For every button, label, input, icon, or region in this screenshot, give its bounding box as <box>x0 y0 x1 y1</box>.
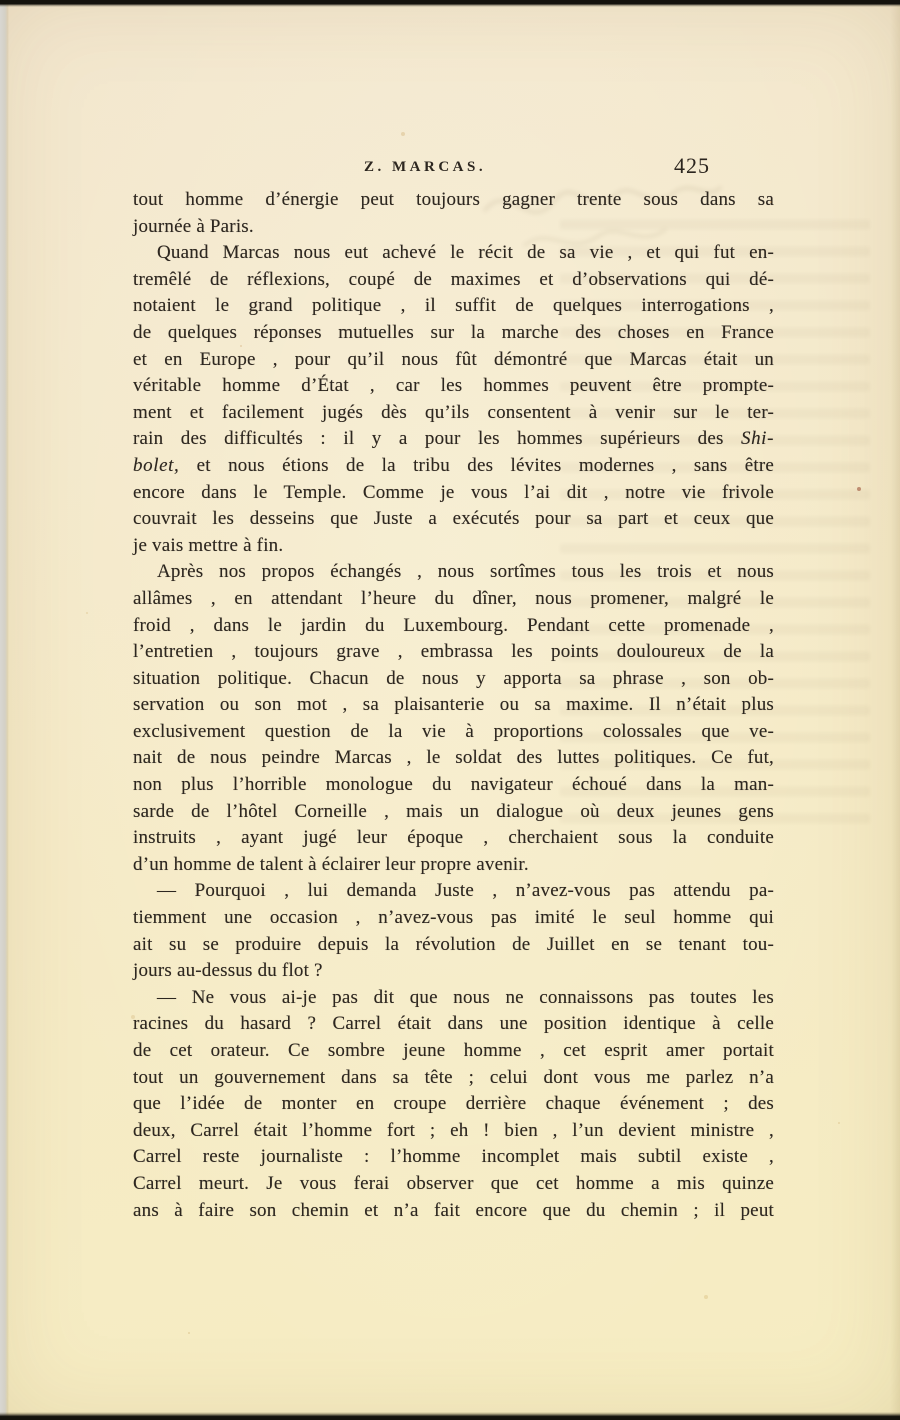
text-line: tremêlé de réflexions, coupé de maximes et d’observations qui dé- <box>133 268 774 290</box>
paragraph <box>133 985 774 1224</box>
text-line: nait de nous peindre Marcas , le soldat des luttes politiques. Ce fut, <box>133 747 774 769</box>
text-line: et en Europe , pour qu’il nous fût démontré que Marcas était un <box>133 348 774 370</box>
text-line: situation politique. Chacun de nous y apporta sa phrase , son ob- <box>133 667 774 689</box>
text-line: bolet, et nous étions de la tribu des lévites modernes , sans être <box>133 454 774 476</box>
text-line: deux, Carrel était l’homme fort ; eh ! bien , l’un devient ministre , <box>133 1119 774 1141</box>
text-line: journée à Paris. <box>133 215 254 237</box>
page-number: 425 <box>674 153 710 178</box>
text-line: servation ou son mot , sa plaisanterie ou sa maxime. Il n’était plus <box>133 694 774 716</box>
text-line: tout homme d’énergie peut toujours gagner trente sous dans sa <box>133 189 774 210</box>
text-line: de cet orateur. Ce sombre jeune homme , cet esprit amer portait <box>133 1040 774 1061</box>
text-block <box>133 187 774 1224</box>
text-line: froid , dans le jardin du Luxembourg. Pendant cette promenade , <box>133 614 774 636</box>
text-line: jours au-dessus du flot ? <box>133 960 323 982</box>
text-line: Carrel meurt. Je vous ferai observer que cet homme a mis quinze <box>133 1172 774 1194</box>
text-line: d’un homme de talent à éclairer leur propre avenir. <box>133 853 529 875</box>
text-line: non plus l’horrible monologue du navigateur échoué dans la man- <box>133 774 774 796</box>
text-line: tiemment une occasion , n’avez-vous pas imité le seul homme qui <box>133 907 774 929</box>
scan-edge-bottom <box>0 1412 900 1420</box>
text-line: Carrel reste journaliste : l’homme incomplet mais subtil existe , <box>133 1146 774 1168</box>
paragraph <box>133 240 774 559</box>
text-line: ment et facilement jugés dès qu’ils consentent à venir sur le ter- <box>133 401 774 423</box>
text-line: tout un gouvernement dans sa tête ; celui dont vous me parlez n’a <box>133 1066 774 1088</box>
paragraph <box>133 559 774 878</box>
text-line: Après nos propos échangés , nous sortîmes tous les trois et nous <box>157 561 774 583</box>
text-line: allâmes , en attendant l’heure du dîner, nous promener, malgré le <box>133 587 774 609</box>
text-line: ans à faire son chemin et n’a fait encore que du chemin ; il peut <box>133 1199 774 1221</box>
scan-edge-left <box>0 0 9 1420</box>
text-line: rain des difficultés : il y a pour les hommes supérieurs des Shi- <box>133 428 774 450</box>
text-line: notaient le grand politique , il suffit de quelques interrogations , <box>133 295 774 317</box>
text-line: que l’idée de monter en croupe derrière chaque événement ; des <box>133 1093 774 1115</box>
text-line: l’entretien , toujours grave , embrassa les points douloureux de la <box>133 641 774 663</box>
running-head-title: Z. MARCAS. <box>364 159 487 175</box>
text-line: ait su se produire depuis la révolution de Juillet en se tenant tou- <box>133 933 774 955</box>
running-head <box>133 153 773 183</box>
text-line: Quand Marcas nous eut achevé le récit de sa vie , et qui fut en- <box>157 242 774 264</box>
text-line: — Ne vous ai-je pas dit que nous ne connaissons pas toutes les <box>157 986 774 1008</box>
text-line: encore dans le Temple. Comme je vous l’ai dit , notre vie frivole <box>133 481 774 503</box>
text-line: véritable homme d’État , car les hommes peuvent être prompte- <box>133 375 774 397</box>
text-line: je vais mettre à fin. <box>133 534 284 556</box>
text-line: exclusivement question de la vie à proportions colossales que ve- <box>133 720 774 742</box>
scan-edge-top <box>0 0 900 7</box>
paragraph <box>133 878 774 984</box>
text-line: sarde de l’hôtel Corneille , mais un dialogue où deux jeunes gens <box>133 800 774 822</box>
text-line: couvrait les desseins que Juste a exécutés pour sa part et ceux que <box>133 508 774 530</box>
paragraph <box>133 187 774 240</box>
scan-edge-right <box>890 0 900 1420</box>
text-line: racines du hasard ? Carrel était dans une position identique à celle <box>133 1013 774 1035</box>
text-line: de quelques réponses mutuelles sur la marche des choses en France <box>133 321 774 343</box>
text-line: — Pourquoi , lui demanda Juste , n’avez-vous pas attendu pa- <box>157 880 774 902</box>
text-line: instruits , ayant jugé leur époque , cherchaient sous la conduite <box>133 827 774 849</box>
